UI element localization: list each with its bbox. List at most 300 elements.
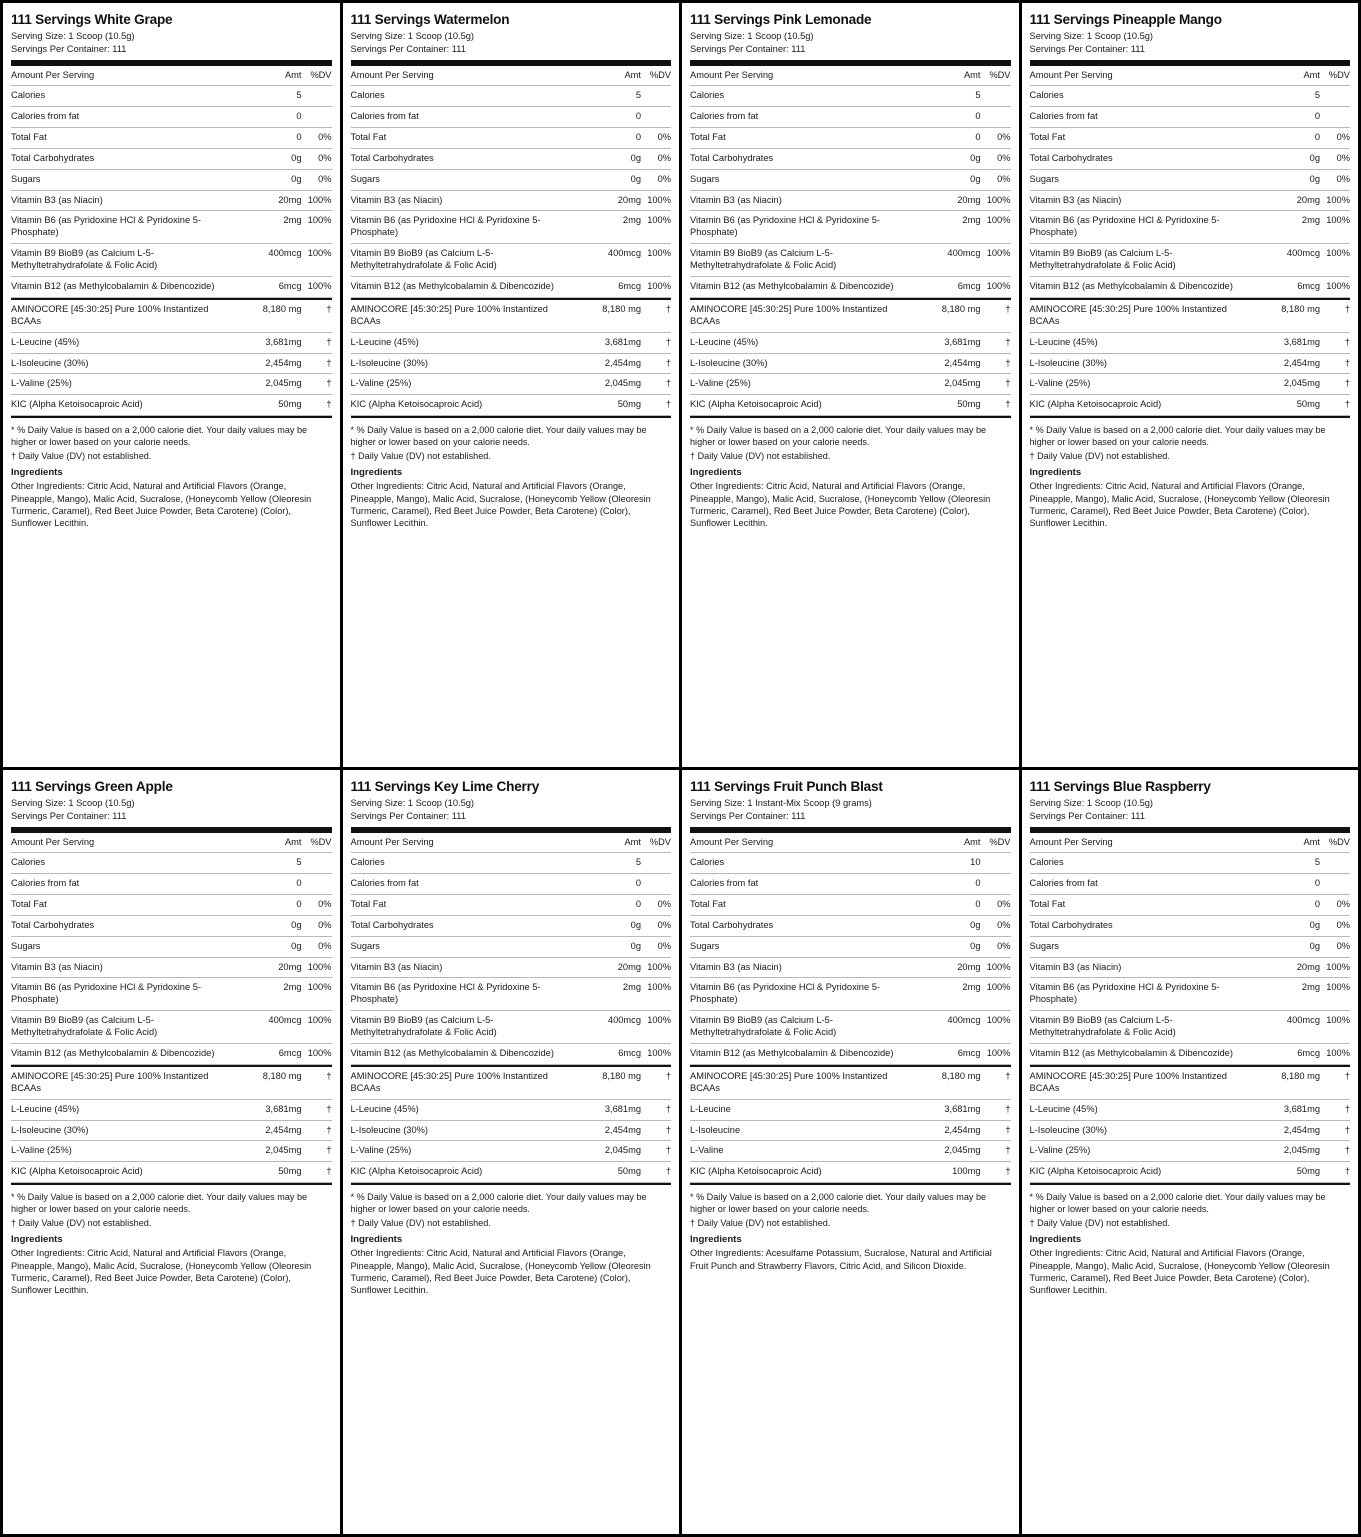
nutrient-amount: 2,454mg [1283, 357, 1320, 368]
nutrient-name: Vitamin B12 (as Methylcobalamin & Dibencozide) [11, 1047, 215, 1058]
nutrient-daily-value: 100% [307, 1015, 332, 1026]
nutrient-name: Sugars [11, 173, 41, 184]
nutrient-amount: 0g [291, 919, 302, 930]
nutrient-amount: 6mcg [1297, 1047, 1320, 1058]
amino-row [1030, 1162, 1351, 1183]
nutrition-row [351, 895, 672, 916]
nutrient-amount: 2,045mg [944, 1145, 981, 1156]
nutrient-daily-value: † [1344, 399, 1350, 410]
nutrient-name: L-Leucine (45%) [11, 336, 80, 347]
nutrition-row [11, 895, 332, 916]
nutrient-name: Total Fat [690, 898, 726, 909]
nutrient-daily-value: 0% [318, 919, 332, 930]
nutrient-daily-value: 100% [647, 982, 671, 993]
panel-title: 111 Servings Pineapple Mango [1029, 12, 1222, 27]
nutrient-name: L-Valine [690, 1145, 724, 1156]
nutrient-daily-value: † [1344, 1166, 1350, 1177]
nutrient-name: Total Fat [350, 131, 387, 142]
amino-row [1030, 354, 1351, 375]
nutrition-row [11, 191, 332, 212]
nutrient-name: Vitamin B9 BioB9 (as Calcium L-5-Methyltetrahydrafolate & Folic Acid) [1029, 1015, 1176, 1038]
panel-title: 111 Servings Blue Raspberry [1029, 779, 1211, 794]
nutrient-daily-value: † [326, 1070, 332, 1081]
nutrition-row [690, 211, 1011, 244]
ingredients-heading: Ingredients [11, 467, 63, 479]
nutrient-name: Vitamin B3 (as Niacin) [11, 194, 103, 205]
nutrition-row [11, 107, 332, 128]
nutrient-name: L-Isoleucine (30%) [690, 357, 768, 368]
nutrition-row [1030, 853, 1351, 874]
footnote-daily-value: * % Daily Value is based on a 2,000 calorie diet. Your daily values may be higher or lower based on your calorie needs. [690, 1192, 987, 1215]
nutrient-daily-value: 100% [307, 194, 332, 205]
amino-row [11, 1121, 332, 1142]
nutrient-name: Sugars [1029, 173, 1059, 184]
nutrient-daily-value: † [665, 336, 671, 347]
nutrition-row [690, 107, 1011, 128]
amino-row [1030, 395, 1351, 416]
nutrition-row [351, 211, 672, 244]
nutrient-amount: 2,454mg [604, 357, 641, 368]
footnotes [11, 1185, 332, 1229]
nutrient-amount: 0 [1314, 898, 1320, 909]
nutrient-amount: 0 [296, 898, 302, 909]
nutrient-amount: 2,454mg [265, 357, 302, 368]
nutrient-name: Calories from fat [1029, 110, 1098, 121]
nutrient-name: L-Isoleucine (30%) [11, 357, 89, 368]
footnote-daily-value: * % Daily Value is based on a 2,000 calorie diet. Your daily values may be higher or lower based on your calorie needs. [11, 425, 308, 448]
nutrition-table-header [351, 66, 672, 86]
nutrient-daily-value: 100% [307, 280, 332, 291]
nutrient-amount: 0 [635, 110, 641, 121]
amino-row [690, 395, 1011, 416]
nutrient-daily-value: 0% [1336, 919, 1350, 930]
nutrient-daily-value: † [1005, 303, 1011, 314]
nutrient-daily-value: 100% [1326, 982, 1350, 993]
nutrient-amount: 50mg [957, 399, 981, 410]
header-dv: %DV [1328, 70, 1350, 81]
serving-size: Serving Size: 1 Scoop (10.5g) [690, 31, 814, 42]
nutrition-row [351, 107, 672, 128]
nutrition-row [690, 86, 1011, 107]
footnote-daily-value: * % Daily Value is based on a 2,000 calorie diet. Your daily values may be higher or lower based on your calorie needs. [11, 1192, 308, 1215]
amino-row [351, 1162, 672, 1183]
nutrient-amount: 0 [975, 110, 981, 121]
nutrient-daily-value: † [1344, 1103, 1350, 1114]
ingredients-heading: Ingredients [690, 467, 742, 479]
nutrient-daily-value: † [1005, 1145, 1011, 1156]
nutrition-table-header [690, 833, 1011, 853]
nutrient-amount: 50mg [1296, 399, 1320, 410]
nutrient-amount: 8,180 mg [262, 1070, 302, 1081]
nutrient-daily-value: 100% [1326, 1047, 1350, 1058]
nutrient-name: Total Carbohydrates [350, 152, 434, 163]
nutrient-name: AMINOCORE [45:30:25] Pure 100% Instantized BCAAs [11, 1070, 209, 1093]
nutrition-row [690, 916, 1011, 937]
nutrient-daily-value: † [665, 1103, 671, 1114]
servings-per-container: Servings Per Container: 111 [350, 44, 466, 55]
nutrition-row [690, 937, 1011, 958]
amino-row [11, 1067, 332, 1100]
nutrient-name: Vitamin B9 BioB9 (as Calcium L-5-Methyltetrahydrafolate & Folic Acid) [1029, 248, 1176, 271]
nutrient-daily-value: 100% [1326, 248, 1350, 259]
nutrient-daily-value: 100% [647, 248, 671, 259]
nutrient-name: L-Isoleucine [690, 1124, 741, 1135]
nutrition-row [690, 853, 1011, 874]
nutrient-amount: 20mg [957, 194, 981, 205]
amino-row [690, 1121, 1011, 1142]
nutrient-amount: 0g [291, 940, 302, 951]
nutrient-amount: 0 [1314, 877, 1320, 888]
serving-size: Serving Size: 1 Scoop (10.5g) [350, 31, 475, 42]
nutrient-amount: 20mg [1296, 961, 1320, 972]
nutrient-amount: 6mcg [618, 1047, 641, 1058]
nutrient-amount: 2mg [283, 982, 302, 993]
ingredients-heading: Ingredients [350, 1234, 403, 1246]
nutrient-amount: 8,180 mg [262, 303, 302, 314]
nutrient-daily-value: 100% [1326, 961, 1350, 972]
nutrient-amount: 3,681mg [944, 1103, 981, 1114]
nutrition-row [1030, 211, 1351, 244]
servings-per-container: Servings Per Container: 111 [350, 811, 466, 822]
ingredients-text: Other Ingredients: Citric Acid, Natural and Artificial Flavors (Orange, Pineapple, Mango), Malic Acid, Sucralose, (Honeycomb Yellow (Oleoresin Turmeric, Caramel), Red Beet Juice Powder, Beta Carotene) (Color), Sunflower Lecithin. [1029, 1248, 1330, 1296]
nutrient-daily-value: 0% [318, 940, 332, 951]
nutrient-daily-value: 100% [307, 215, 332, 226]
nutrient-name: Vitamin B9 BioB9 (as Calcium L-5-Methyltetrahydrafolate & Folic Acid) [11, 248, 158, 271]
nutrient-name: Total Carbohydrates [350, 919, 434, 930]
nutrition-row [1030, 916, 1351, 937]
nutrient-daily-value: 100% [986, 961, 1011, 972]
nutrient-daily-value: 100% [1326, 280, 1350, 291]
nutrient-name: AMINOCORE [45:30:25] Pure 100% Instantized BCAAs [690, 1070, 888, 1093]
nutrient-amount: 0g [630, 173, 641, 184]
supplement-facts-panel [682, 770, 1019, 1534]
nutrient-amount: 400mcg [947, 1015, 981, 1026]
nutrient-amount: 0g [970, 919, 981, 930]
servings-per-container: Servings Per Container: 111 [1029, 44, 1145, 55]
servings-per-container: Servings Per Container: 111 [11, 44, 127, 55]
nutrient-name: Vitamin B12 (as Methylcobalamin & Dibencozide) [1029, 1047, 1233, 1058]
amino-row [690, 1141, 1011, 1162]
nutrient-daily-value: 0% [657, 152, 671, 163]
supplement-facts-panel [343, 3, 680, 767]
nutrient-name: L-Isoleucine (30%) [1029, 357, 1108, 368]
nutrient-amount: 2,454mg [604, 1124, 641, 1135]
panel-title: 111 Servings Green Apple [11, 779, 173, 794]
nutrient-daily-value: † [665, 357, 671, 368]
amino-row [11, 1162, 332, 1183]
nutrient-amount: 50mg [278, 399, 302, 410]
header-amt: Amt [963, 837, 981, 848]
nutrient-name: Total Fat [11, 898, 47, 909]
nutrient-amount: 400mcg [268, 1015, 302, 1026]
amino-row [351, 1067, 672, 1100]
nutrition-row [690, 895, 1011, 916]
nutrition-row [1030, 277, 1351, 298]
nutrient-daily-value: 0% [657, 919, 671, 930]
nutrient-name: L-Leucine (45%) [690, 336, 759, 347]
amino-row [1030, 1121, 1351, 1142]
nutrient-name: Vitamin B6 (as Pyridoxine HCl & Pyridoxine 5-Phosphate) [350, 982, 541, 1005]
nutrient-daily-value: † [665, 1166, 671, 1177]
nutrient-daily-value: 100% [647, 194, 671, 205]
amino-row [11, 333, 332, 354]
nutrition-row [11, 1044, 332, 1065]
nutrient-name: Sugars [1029, 940, 1059, 951]
nutrition-row [1030, 244, 1351, 277]
nutrient-amount: 6mcg [618, 280, 641, 291]
nutrient-amount: 20mg [278, 194, 302, 205]
nutrient-amount: 10 [970, 857, 981, 868]
nutrient-name: Calories from fat [350, 110, 419, 121]
nutrient-name: L-Valine (25%) [690, 378, 751, 389]
nutrient-daily-value: 100% [986, 982, 1011, 993]
nutrition-row [1030, 107, 1351, 128]
nutrient-amount: 3,681mg [944, 336, 981, 347]
nutrient-amount: 0g [1309, 152, 1320, 163]
nutrient-daily-value: † [1344, 378, 1350, 389]
nutrition-row [690, 128, 1011, 149]
nutrient-name: L-Isoleucine (30%) [1029, 1124, 1108, 1135]
serving-size: Serving Size: 1 Instant-Mix Scoop (9 grams) [690, 798, 872, 809]
footnotes [351, 1185, 672, 1229]
nutrient-name: Vitamin B12 (as Methylcobalamin & Dibencozide) [1029, 280, 1233, 291]
nutrition-row [11, 958, 332, 979]
nutrient-daily-value: † [326, 336, 332, 347]
nutrient-name: Total Fat [1029, 131, 1066, 142]
nutrient-daily-value: † [665, 1070, 671, 1081]
nutrient-amount: 5 [975, 90, 981, 101]
nutrient-name: L-Valine (25%) [11, 378, 72, 389]
nutrient-amount: 50mg [278, 1166, 302, 1177]
nutrition-row [690, 978, 1011, 1011]
header-amt: Amt [1303, 70, 1320, 81]
nutrition-row [1030, 191, 1351, 212]
nutrient-daily-value: 100% [307, 1047, 332, 1058]
nutrient-name: Vitamin B3 (as Niacin) [11, 961, 103, 972]
footnote-dagger: † Daily Value (DV) not established. [1029, 1218, 1170, 1229]
nutrient-amount: 400mcg [607, 1015, 641, 1026]
supplement-facts-panel [3, 770, 340, 1534]
nutrient-amount: 0g [970, 940, 981, 951]
nutrient-amount: 400mcg [268, 248, 302, 259]
header-amt: Amt [963, 70, 981, 81]
footnote-dagger: † Daily Value (DV) not established. [11, 451, 152, 462]
nutrient-daily-value: † [665, 303, 671, 314]
servings-per-container: Servings Per Container: 111 [690, 811, 806, 822]
footnotes [351, 418, 672, 462]
nutrient-name: L-Valine (25%) [350, 378, 412, 389]
nutrient-name: Calories [350, 857, 385, 868]
nutrition-row [351, 874, 672, 895]
nutrition-row [11, 978, 332, 1011]
nutrient-name: Calories from fat [690, 110, 759, 121]
nutrient-name: Vitamin B12 (as Methylcobalamin & Dibencozide) [350, 280, 554, 291]
nutrition-row [11, 1011, 332, 1044]
nutrient-name: Vitamin B6 (as Pyridoxine HCl & Pyridoxine 5-Phosphate) [11, 982, 201, 1005]
nutrient-daily-value: 0% [318, 173, 332, 184]
footnote-daily-value: * % Daily Value is based on a 2,000 calorie diet. Your daily values may be higher or lower based on your calorie needs. [350, 425, 647, 448]
supplement-facts-panel [682, 3, 1019, 767]
nutrient-daily-value: 0% [318, 152, 332, 163]
supplement-facts-panel [1022, 770, 1359, 1534]
nutrition-row [690, 277, 1011, 298]
nutrient-name: Calories from fat [690, 877, 759, 888]
nutrient-amount: 2mg [1301, 215, 1320, 226]
nutrient-daily-value: 0% [997, 940, 1011, 951]
amino-row [11, 374, 332, 395]
nutrient-daily-value: 0% [318, 131, 332, 142]
nutrient-amount: 0 [296, 131, 302, 142]
serving-size: Serving Size: 1 Scoop (10.5g) [11, 31, 135, 42]
nutrient-amount: 50mg [1296, 1166, 1320, 1177]
nutrition-row [351, 1011, 672, 1044]
nutrient-name: KIC (Alpha Ketoisocaproic Acid) [11, 1166, 143, 1177]
footnotes [11, 418, 332, 462]
nutrient-daily-value: † [1344, 357, 1350, 368]
amino-row [1030, 300, 1351, 333]
nutrient-amount: 0g [630, 919, 641, 930]
nutrient-daily-value: † [326, 303, 332, 314]
nutrition-row [1030, 895, 1351, 916]
header-amount-per-serving: Amount Per Serving [11, 837, 95, 848]
nutrient-name: Total Carbohydrates [1029, 152, 1113, 163]
nutrient-daily-value: 100% [986, 1015, 1011, 1026]
nutrition-row [1030, 1044, 1351, 1065]
nutrient-daily-value: † [1005, 1070, 1011, 1081]
nutrition-row [11, 277, 332, 298]
nutrient-amount: 3,681mg [1283, 336, 1320, 347]
header-amount-per-serving: Amount Per Serving [1029, 837, 1113, 848]
nutrition-row [351, 191, 672, 212]
nutrient-name: Total Fat [11, 131, 47, 142]
nutrient-amount: 400mcg [1286, 1015, 1320, 1026]
nutrient-daily-value: † [1344, 1145, 1350, 1156]
amino-row [1030, 1100, 1351, 1121]
footnote-daily-value: * % Daily Value is based on a 2,000 calorie diet. Your daily values may be higher or lower based on your calorie needs. [350, 1192, 647, 1215]
nutrient-daily-value: 0% [657, 131, 671, 142]
nutrient-name: Sugars [690, 940, 720, 951]
nutrient-name: Calories from fat [11, 110, 80, 121]
nutrition-row [1030, 874, 1351, 895]
nutrient-name: Vitamin B6 (as Pyridoxine HCl & Pyridoxine 5-Phosphate) [690, 215, 880, 238]
nutrient-amount: 2mg [283, 215, 302, 226]
nutrient-amount: 0 [635, 898, 641, 909]
nutrient-daily-value: 100% [1326, 215, 1350, 226]
header-amount-per-serving: Amount Per Serving [350, 70, 434, 81]
header-amount-per-serving: Amount Per Serving [1029, 70, 1113, 81]
nutrient-amount: 8,180 mg [602, 1070, 641, 1081]
serving-size: Serving Size: 1 Scoop (10.5g) [11, 798, 135, 809]
nutrient-amount: 0 [975, 131, 981, 142]
nutrition-row [351, 853, 672, 874]
nutrition-row [351, 1044, 672, 1065]
nutrition-row [351, 937, 672, 958]
nutrient-daily-value: † [326, 1145, 332, 1156]
nutrient-daily-value: † [665, 378, 671, 389]
nutrition-table-header [1030, 66, 1351, 86]
nutrient-daily-value: 0% [1336, 173, 1350, 184]
nutrient-daily-value: † [326, 399, 332, 410]
nutrition-row [11, 211, 332, 244]
nutrient-name: Vitamin B3 (as Niacin) [690, 194, 782, 205]
nutrient-amount: 5 [296, 857, 302, 868]
nutrient-amount: 2mg [622, 982, 641, 993]
nutrient-name: Sugars [350, 940, 380, 951]
nutrition-row [351, 958, 672, 979]
amino-row [351, 333, 672, 354]
ingredients-text: Other Ingredients: Citric Acid, Natural and Artificial Flavors (Orange, Pineapple, Mango), Malic Acid, Sucralose, (Honeycomb Yellow (Oleoresin Turmeric, Caramel), Red Beet Juice Powder, Beta Carotene) (Color), Sunflower Lecithin. [1029, 481, 1330, 529]
amino-row [351, 1141, 672, 1162]
nutrient-name: Vitamin B3 (as Niacin) [350, 194, 443, 205]
nutrient-amount: 20mg [617, 194, 641, 205]
nutrition-row [351, 128, 672, 149]
nutrient-amount: 3,681mg [265, 1103, 302, 1114]
nutrient-daily-value: 0% [997, 898, 1011, 909]
nutrient-name: Vitamin B3 (as Niacin) [350, 961, 443, 972]
nutrient-amount: 0 [296, 877, 302, 888]
nutrient-daily-value: 100% [647, 1047, 671, 1058]
nutrient-daily-value: † [1344, 303, 1350, 314]
nutrient-name: Total Fat [1029, 898, 1066, 909]
nutrition-row [351, 978, 672, 1011]
header-dv: %DV [1328, 837, 1350, 848]
nutrient-daily-value: 0% [997, 131, 1011, 142]
footnote-daily-value: * % Daily Value is based on a 2,000 calorie diet. Your daily values may be higher or lower based on your calorie needs. [1029, 1192, 1326, 1215]
amino-row [690, 300, 1011, 333]
nutrient-daily-value: † [1005, 1166, 1011, 1177]
nutrition-row [1030, 86, 1351, 107]
nutrient-name: L-Isoleucine (30%) [350, 1124, 429, 1135]
nutrient-name: Calories [690, 90, 725, 101]
nutrient-daily-value: † [665, 1145, 671, 1156]
nutrient-daily-value: † [326, 1166, 332, 1177]
nutrition-table-header [351, 833, 672, 853]
nutrient-daily-value: † [1005, 378, 1011, 389]
nutrient-name: KIC (Alpha Ketoisocaproic Acid) [690, 1166, 822, 1177]
amino-row [351, 1121, 672, 1142]
nutrient-amount: 2mg [622, 215, 641, 226]
ingredients-heading: Ingredients [1029, 467, 1082, 479]
nutrient-name: Vitamin B3 (as Niacin) [1029, 194, 1122, 205]
nutrient-amount: 0g [1309, 173, 1320, 184]
nutrient-amount: 0 [635, 877, 641, 888]
nutrient-name: Vitamin B12 (as Methylcobalamin & Dibencozide) [350, 1047, 554, 1058]
nutrient-name: Total Carbohydrates [11, 919, 95, 930]
nutrient-amount: 2,045mg [604, 378, 641, 389]
nutrient-name: Vitamin B9 BioB9 (as Calcium L-5-Methyltetrahydrafolate & Folic Acid) [11, 1015, 158, 1038]
supplement-facts-panel [1022, 3, 1359, 767]
nutrient-daily-value: † [326, 357, 332, 368]
nutrient-amount: 8,180 mg [1281, 1070, 1320, 1081]
nutrient-name: KIC (Alpha Ketoisocaproic Acid) [350, 399, 483, 410]
nutrition-row [11, 149, 332, 170]
nutrition-row [1030, 937, 1351, 958]
serving-size: Serving Size: 1 Scoop (10.5g) [1029, 798, 1154, 809]
header-dv: %DV [310, 70, 332, 81]
panel-title: 111 Servings Watermelon [350, 12, 510, 27]
header-dv: %DV [649, 837, 671, 848]
header-amt: Amt [1303, 837, 1320, 848]
amino-row [690, 333, 1011, 354]
header-amt: Amt [284, 70, 302, 81]
nutrient-daily-value: † [1005, 399, 1011, 410]
nutrient-daily-value: † [1005, 1124, 1011, 1135]
ingredients-text: Other Ingredients: Citric Acid, Natural and Artificial Flavors (Orange, Pineapple, Mango), Malic Acid, Sucralose, (Honeycomb Yellow (Oleoresin Turmeric, Caramel), Red Beet Juice Powder, Beta Carotene) (Color), Sunflower Lecithin. [11, 1248, 312, 1296]
nutrient-name: KIC (Alpha Ketoisocaproic Acid) [1029, 1166, 1162, 1177]
ingredients-text: Other Ingredients: Citric Acid, Natural and Artificial Flavors (Orange, Pineapple, Mango), Malic Acid, Sucralose, (Honeycomb Yellow (Oleoresin Turmeric, Caramel), Red Beet Juice Powder, Beta Carotene) (Color), Sunflower Lecithin. [11, 481, 312, 529]
nutrient-daily-value: 100% [307, 961, 332, 972]
supplement-facts-panel [343, 770, 680, 1534]
